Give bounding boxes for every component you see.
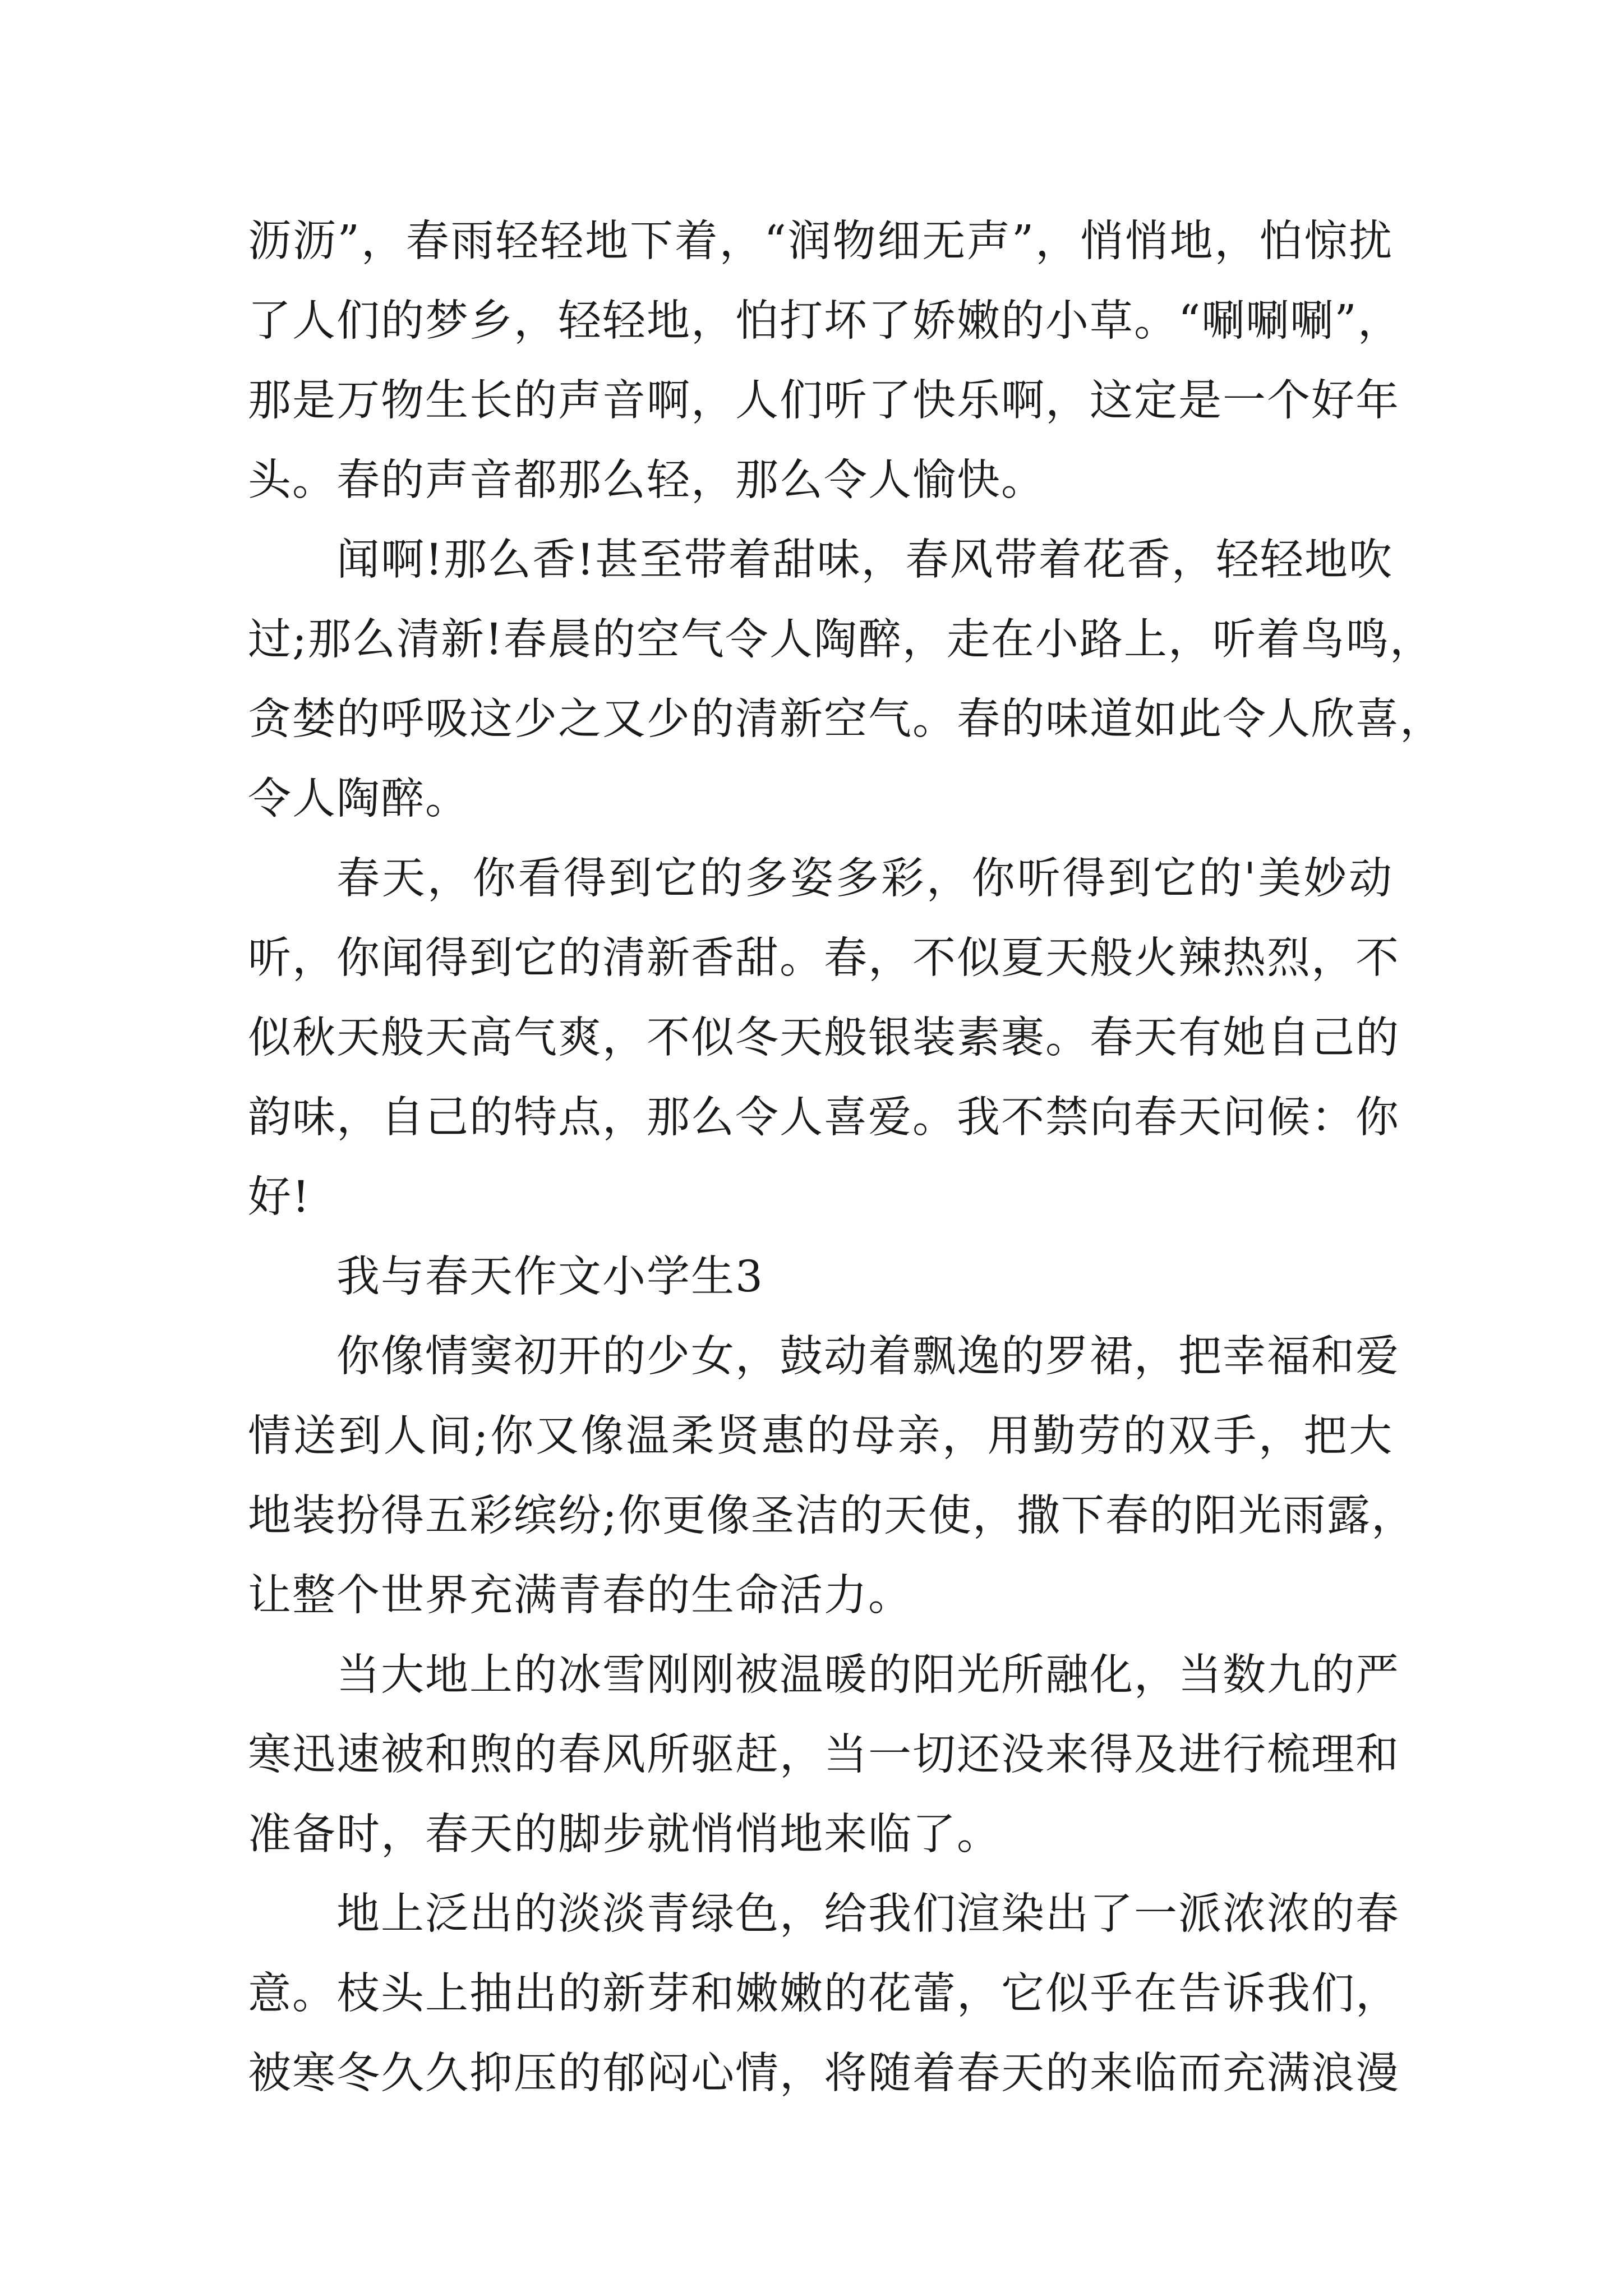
- text-line: 头。春的声音都那么轻，那么令人愉快。: [248, 455, 1045, 505]
- text-line: 贪婪的呼吸这少之又少的清新空气。春的味道如此令人欣喜，: [248, 694, 1444, 744]
- text-line: 那是万物生长的声音啊，人们听了快乐啊，这定是一个好年: [248, 376, 1400, 426]
- paragraph: [248, 1636, 1400, 1875]
- text-line: 准备时，春天的脚步就悄悄地来临了。: [248, 1810, 1001, 1860]
- text-line: 似秋天般天高气爽，不似冬天般银装素裹。春天有她自己的: [248, 1013, 1400, 1063]
- text-line: 情送到人间;你又像温柔贤惠的母亲，用勤劳的双手，把大: [248, 1411, 1393, 1461]
- heading-text: 我与春天作文小学生3: [336, 1252, 764, 1302]
- paragraph: [248, 1875, 1400, 2114]
- text-line: 意。枝头上抽出的新芽和嫩嫩的花蕾，它似乎在告诉我们，: [248, 1969, 1400, 2019]
- paragraph: [248, 202, 1402, 521]
- text-line: 听，你闻得到它的清新香甜。春，不似夏天般火辣热烈，不: [248, 933, 1400, 983]
- text-line: 当大地上的冰雪刚刚被温暖的阳光所融化，当数九的严: [336, 1650, 1400, 1700]
- text-line: 让整个世界充满青春的生命活力。: [248, 1571, 912, 1621]
- text-line: 地装扮得五彩缤纷;你更像圣洁的天使，撒下春的阳光雨露，: [248, 1491, 1415, 1541]
- text-line: 被寒冬久久抑压的郁闷心情，将随着春天的来临而充满浪漫: [248, 2049, 1400, 2099]
- text-line: 沥沥”，春雨轻轻地下着，“润物细无声”，悄悄地，怕惊扰: [248, 217, 1393, 266]
- paragraph: [248, 839, 1400, 1237]
- text-line: 你像情窦初开的少女，鼓动着飘逸的罗裙，把幸福和爱: [336, 1332, 1400, 1382]
- text-line: 令人陶醉。: [248, 774, 469, 824]
- text-line: 寒迅速被和煦的春风所驱赶，当一切还没来得及进行梳理和: [248, 1730, 1400, 1780]
- document-body: [248, 202, 1444, 2114]
- section-heading: [248, 1237, 1393, 1317]
- paragraph: [248, 521, 1444, 839]
- text-line: 好!: [248, 1172, 311, 1222]
- text-line: 了人们的梦乡，轻轻地，怕打坏了娇嫩的小草。“唰唰唰”，: [248, 296, 1402, 346]
- text-line: 韵味，自己的特点，那么令人喜爱。我不禁向春天问候：你: [248, 1093, 1400, 1143]
- paragraph: [248, 1317, 1415, 1636]
- text-line: 闻啊!那么香!甚至带着甜味，春风带着花香，轻轻地吹: [336, 535, 1393, 585]
- text-line: 春天，你看得到它的多姿多彩，你听得到它的'美妙动: [336, 854, 1393, 904]
- text-line: 过;那么清新!春晨的空气令人陶醉，走在小路上，听着鸟鸣，: [248, 615, 1434, 665]
- text-line: 地上泛出的淡淡青绿色，给我们渲染出了一派浓浓的春: [336, 1889, 1400, 1939]
